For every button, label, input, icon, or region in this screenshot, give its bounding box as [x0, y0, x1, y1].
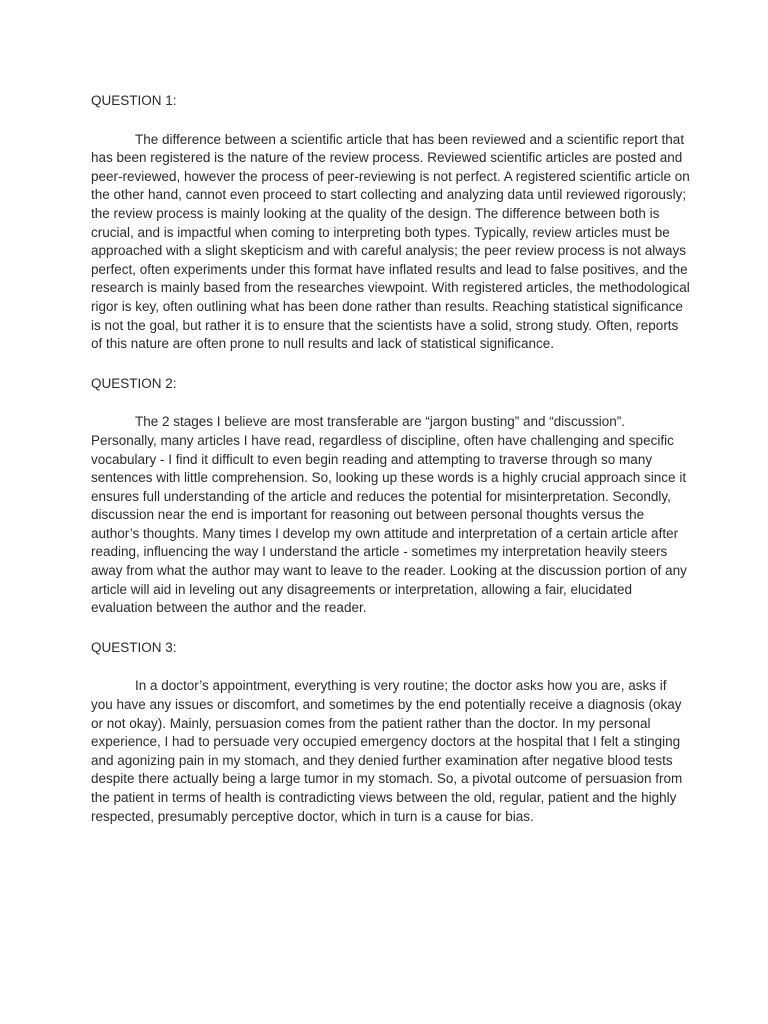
question-1-heading: QUESTION 1: — [91, 93, 177, 108]
document-body — [91, 92, 691, 847]
question-3-heading: QUESTION 3: — [91, 639, 177, 655]
question-2-heading: QUESTION 2: — [91, 375, 177, 391]
question-3-answer: In a doctor’s appointment, everything is very routine; the doctor asks how you are, asks if you have any issues or discomfort, and sometimes by the end potentially receive a diagnosis (okay or not okay). Mainly, persuasion comes from the patient rather than the doctor. In my personal experience, I had to persuade very occupied emergency doctors at the hospital that I felt a stinging and agonizing pain in my stomach, and they denied further examination after negative blood tests despite there actually being a large tumor in my stomach. So, a pivotal outcome of persuasion from the patient in terms of health is contradicting views between the old, regular, patient and the highly respected, presumably perceptive doctor, which in turn is a cause for bias. — [91, 678, 683, 824]
question-1-answer: The difference between a scientific article that has been reviewed and a scientific report that has been registered is the nature of the review process. Reviewed scientific articles are posted and peer-reviewed, however the process of peer-reviewing is not perfect. A registered scientific article on the other hand, cannot even proceed to start collecting and analyzing data until reviewed rigorously; the review process is mainly looking at the quality of the design. The difference between both is crucial, and is impactful when coming to interpreting both types. Typically, review articles must be approached with a slight skepticism and with careful analysis; the peer review process is not always perfect, often experiments under this format have inflated results and lead to false positives, and the research is mainly based from the researches viewpoint. With registered articles, the methodological rigor is key, often outlining what has been done rather than results. Reaching statistical significance is not the goal, but rather it is to ensure that the scientists have a solid, strong study. Often, reports of this nature are often prone to null results and lack of statistical significance. — [91, 131, 690, 352]
question-2-answer: The 2 stages I believe are most transferable are “jargon busting” and “discussion”. Personally, many articles I have read, regardless of discipline, often have challenging and specific vocabulary - I find it difficult to even begin reading and attempting to traverse through so many sentences with little comprehension. So, looking up these words is a highly crucial approach since it ensures full understanding of the article and reduces the potential for misinterpretation. Secondly, discussion near the end is important for reasoning out between personal thoughts versus the author’s thoughts. Many times I develop my own attitude and interpretation of a certain article after reading, influencing the way I understand the article - sometimes my interpretation heavily steers away from what the author may want to leave to the reader. Looking at the discussion portion of any article will aid in leveling out any disagreements or interpretation, allowing a fair, elucidated evaluation between the author and the reader. — [91, 414, 687, 616]
